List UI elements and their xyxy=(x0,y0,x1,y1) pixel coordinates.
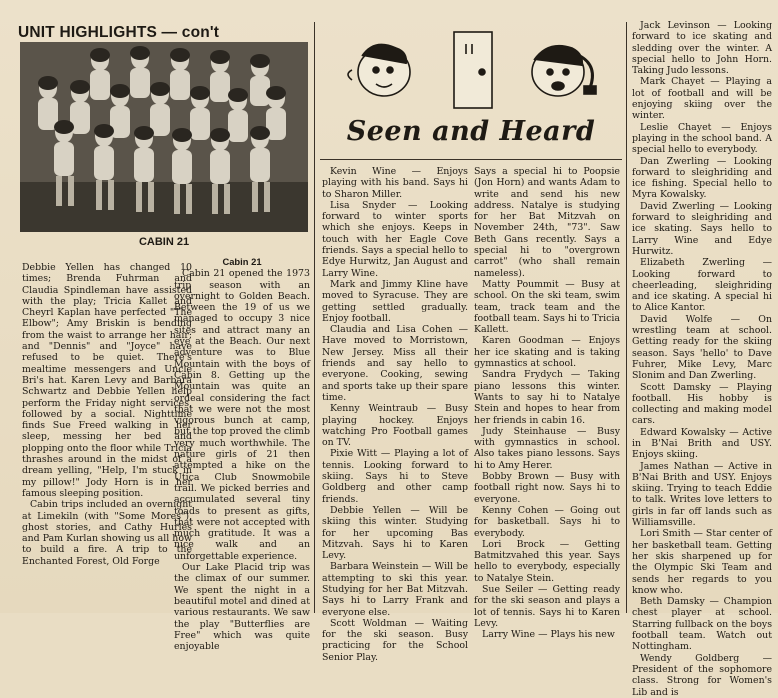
column-4 xyxy=(474,166,620,640)
column-rule xyxy=(626,22,627,613)
paragraph: Karen Goodman — Enjoys her ice skating and is taking gymnastics at school. xyxy=(474,335,620,370)
column-3 xyxy=(322,166,468,663)
cabin21-column xyxy=(174,256,310,652)
paragraph: Our Lake Placid trip was the climax of our summer. We spent the night in a beautiful motel and dined at various restaurants. We saw the play "Butterflies are Free" which was quite enjoyable xyxy=(174,562,310,653)
left-column xyxy=(22,262,192,567)
paragraph: Cabin trips included an overnight at Limekiln (with "Some Mores"), ghost stories, and Cathy Hurles and Pam Kurlan showing us all how to build a fire. A trip to the Enchanted Forest, Old Forge xyxy=(22,499,192,567)
paragraph: Pixie Witt — Playing a lot of tennis. Looking forward to skiing. Says hi to Steve Goldberg and other camp friends. xyxy=(322,448,468,505)
title-rule xyxy=(320,159,622,160)
paragraph: Kenny Cohen — Going out for basketball. Says hi to everybody. xyxy=(474,504,620,539)
paragraph: Scott Woldman — Waiting for the ski season. Busy practicing for the School Senior Play. xyxy=(322,617,468,663)
paragraph: Lisa Snyder — Looking forward to winter sports which she enjoys. Keeps in touch with her Eagle Cove friends. Says a special hello to Edye Hurwitz, Jan August and Larry Wine. xyxy=(322,199,468,279)
section-heading: UNIT HIGHLIGHTS — con't xyxy=(18,24,220,41)
paragraph: Cabin 21 opened the 1973 trip season with an overnight to Golden Beach. Between the 19 of us we managed to occupy 3 nice sites and attract many an eye at the Beach. Our next adventure was to Blue Mountain with the boys of Cabin 8. Getting up the Mountain was quite an ordeal considering the fact that we were not the most vigorous bunch at camp, but the top proved the climb very much worthwhile. The nature girls of 21 then attempted a hike on the Utica Club Snowmobile trail. We picked berries and accumulated several tiny toads to present as gifts, that were not accepted with much gratitude. It was a nice walk and an unforgettable experience. xyxy=(174,268,310,562)
paragraph: Sue Seiler — Getting ready for the ski season and plays a lot of tennis. Says hi to Karen Levy. xyxy=(474,583,620,629)
paragraph: Matty Poummit — Busy at school. On the ski team, swim team, track team and the football team. Says hi to Tricia Kallett. xyxy=(474,278,620,336)
paragraph: Mark and Jimmy Kline have moved to Syracuse. They are getting settled gradually. Enjoy football. xyxy=(322,278,468,324)
seen-and-heard-title: Seen and Heard xyxy=(346,116,596,147)
paragraph: Scott Damsky — Playing football. His hobby is collecting and making model cars. xyxy=(632,381,772,427)
cabin-photo-people xyxy=(20,42,308,232)
paragraph: Sandra Frydych — Taking piano lessons this winter. Wants to say hi to Natalye Stein and hopes to hear from her friends in cabin 16. xyxy=(474,369,620,426)
cartoon-illustration xyxy=(322,26,622,118)
paragraph: Debbie Yellen — Will be skiing this winter. Studying for her upcoming Bas Mitzvah. Says hi to Karen Levy. xyxy=(322,504,468,562)
cabin-photo xyxy=(20,42,308,232)
paragraph: Claudia and Lisa Cohen — Have moved to Morristown, New Jersey. Miss all their friends and say hello to everyone. Cooking, sewing and sports take up their spare time. xyxy=(322,324,468,403)
photo-caption: CABIN 21 xyxy=(138,236,190,248)
paragraph: Dan Zwerling — Looking forward to sleighriding and ice fishing. Special hello to Myra Kowalsky. xyxy=(632,155,772,201)
paragraph: Says a special hi to Poopsie (Jon Horn) and wants Adam to write and send his new address. Natalye is studying for her Bat Mitzvah on November 24th, "73". Saw Beth Gans recently. Says a special hi to "overgrown carrot" (who shall remain nameless). xyxy=(474,166,620,279)
paragraph: Kevin Wine — Enjoys playing with his band. Says hi to Sharon Miller. xyxy=(322,166,468,200)
paragraph: Judy Steinhause — Busy with gymnastics in school. Also takes piano lessons. Says hi to Amy Herer. xyxy=(474,425,620,471)
paragraph: Lori Brock — Getting Batmitzvahed this year. Says hello to everybody, especially to Natalye Stein. xyxy=(474,538,620,584)
column-rule xyxy=(314,22,315,613)
paragraph: David Wolfe — On wrestling team at school. Getting ready for the skiing season. Says 'hello' to Dave Fuhrer, Mike Levy, Marc Slonim and Dan Zwerling. xyxy=(632,313,772,382)
paragraph: Mark Chayet — Playing a lot of football and will be enjoying skiing over the winter. xyxy=(632,76,772,122)
paragraph: Wendy Goldberg — President of the sophomore class. Strong for Women's Lib and is xyxy=(632,652,772,698)
paragraph: Leslie Chayet — Enjoys playing in the school band. A special hello to everybody. xyxy=(632,121,772,156)
paragraph: Bobby Brown — Busy with football right now. Says hi to everyone. xyxy=(474,471,620,505)
paragraph: David Zwerling — Looking forward to sleighriding and ice skating. Says hello to Larry Wine and Edye Hurwitz. xyxy=(632,200,772,257)
paragraph: Jack Levinson — Looking forward to ice skating and sledding over the winter. A special hello to John Horn. Taking Judo lessons. xyxy=(632,20,772,77)
paragraph: Larry Wine — Plays his new xyxy=(482,629,615,641)
column-5 xyxy=(632,20,772,698)
paragraph: Beth Damsky — Champion chest player at school. Starring fullback on the boys football team. Watch out Nottingham. xyxy=(632,596,772,653)
subheading: Cabin 21 xyxy=(222,256,262,267)
paragraph: James Nathan — Active in B'Nai Brith and USY. Enjoys skiing. Trying to teach Eddie to talk. Writes love letters to girls in far off lands such as Williamsville. xyxy=(632,460,772,529)
paragraph: Edward Kowalsky — Active in B'Nai Brith and USY. Enjoys skiing. xyxy=(632,426,772,461)
paragraph: Elizabeth Zwerling — Looking forward to cheerleading, sleighriding and ice skating. A special hi to Alice Kantor. xyxy=(632,257,772,314)
paragraph: Kenny Weintraub — Busy playing hockey. Enjoys watching Pro Football games on TV. xyxy=(322,403,468,449)
paragraph: Barbara Weinstein — Will be attempting to ski this year. Studying for her Bat Mitzvah. Says hi to Larry Frank and everyone else. xyxy=(322,561,468,618)
paragraph: Lori Smith — Star center of her basketball team. Getting her skis sharpened up for the Olympic Ski Team and sends her regards to you know who. xyxy=(632,528,772,596)
paragraph: Debbie Yellen has changed 10 times; Brenda Fuhrman and Claudia Spindleman have assisted with the play; Tricia Kallet and Cheyrl Kaplan have perfected "The Elbow"; Amy Briskin is bending from the waist to arrange her hair; and "Dennis" and "Joyce" have refused to be quiet. There's mealtime messengers and Uncle Bri's hat. Karen Levy and Barbara Schwartz and Debbie Yellen help perform the Friday night services, followed by a social. Nighttime finds Sue Freed walking in her sleep, messing her bed and plopping onto the floor while Tricia thrashes around in the midst of a dream yelling, "Help, I'm stuck in my pillow!" Jody Horn is in her famous sleeping position. xyxy=(22,262,192,499)
